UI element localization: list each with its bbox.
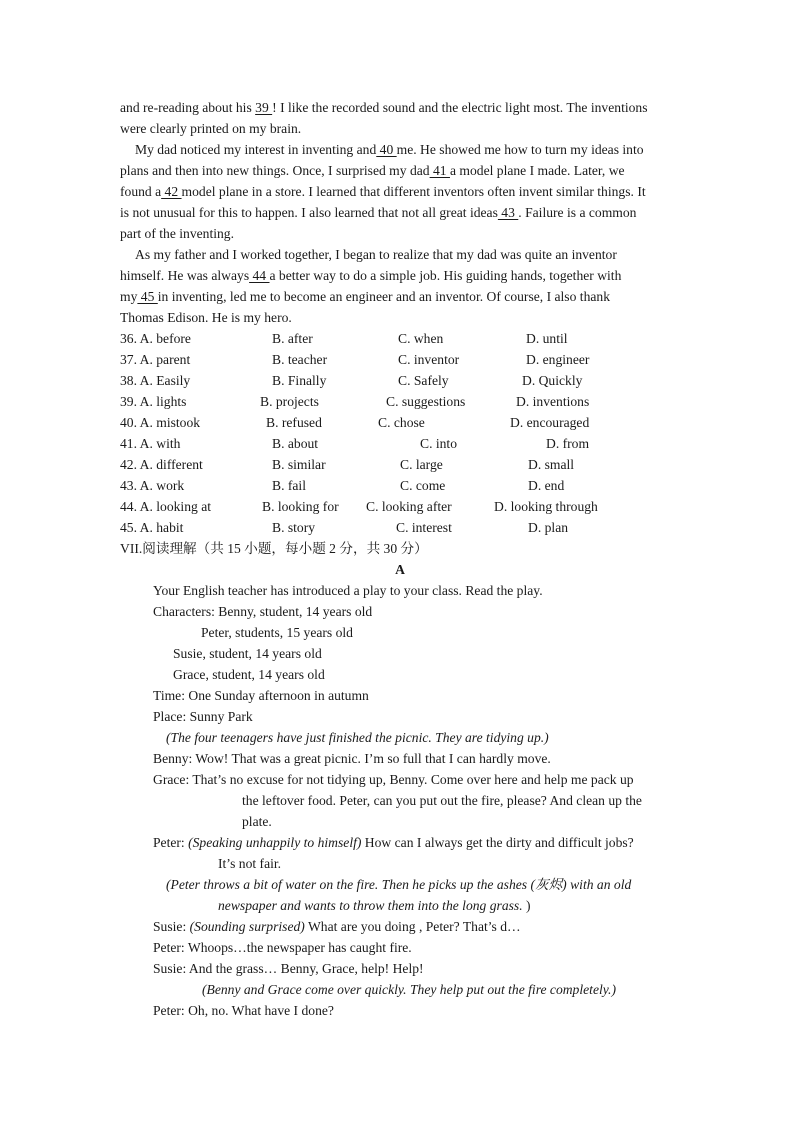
dialogue-peter-3: Peter: Oh, no. What have I done? — [153, 1003, 334, 1018]
blank-43: 43 — [497, 205, 519, 220]
q38-option-a: 38. A. Easily — [120, 373, 191, 388]
q45-option-b: B. story — [272, 520, 316, 535]
blank-39: 39 — [255, 100, 273, 115]
q40-option-a: 40. A. mistook — [120, 415, 201, 430]
section-title: VII.阅读理解（共 15 小题，每小题 2 分，共 30 分） — [120, 541, 428, 556]
blank-41: 41 — [429, 163, 450, 178]
passage-line-10: my 45 in inventing, led me to become an engineer and an inventor. Of course, I also thank — [120, 289, 610, 304]
q38-option-c: C. Safely — [398, 373, 449, 388]
q41-option-c: C. into — [420, 436, 458, 451]
blank-45: 45 — [137, 289, 158, 304]
q39-option-d: D. inventions — [516, 394, 590, 409]
play-intro: Your English teacher has introduced a play to your class. Read the play. — [153, 583, 543, 598]
q36-option-c: C. when — [398, 331, 444, 346]
play-time: Time: One Sunday afternoon in autumn — [153, 688, 369, 703]
q37-option-d: D. engineer — [526, 352, 590, 367]
q36-option-d: D. until — [526, 331, 568, 346]
q39-option-a: 39. A. lights — [120, 394, 187, 409]
play-character-peter: Peter, students, 15 years old — [201, 625, 353, 640]
passage-line-3: My dad noticed my interest in inventing and 40 me. He showed me how to turn my ideas into — [135, 142, 644, 157]
q42-option-c: C. large — [400, 457, 443, 472]
dialogue-peter-1-cont: It’s not fair. — [218, 856, 282, 871]
passage-line-9: himself. He was always 44 a better way to do a simple job. His guiding hands, together with — [120, 268, 622, 283]
passage-line-1: and re-reading about his 39 ! I like the recorded sound and the electric light most. The inventions — [120, 100, 648, 115]
q44-option-a: 44. A. looking at — [120, 499, 212, 514]
q42-option-a: 42. A. different — [120, 457, 203, 472]
play-place: Place: Sunny Park — [153, 709, 253, 724]
play-character-grace: Grace, student, 14 years old — [173, 667, 325, 682]
q38-option-d: D. Quickly — [522, 373, 583, 388]
q39-option-b: B. projects — [260, 394, 319, 409]
q41-option-a: 41. A. with — [120, 436, 181, 451]
blank-42: 42 — [161, 184, 182, 199]
stage-direction-2-cont: newspaper and wants to throw them into the long grass. ) — [218, 898, 531, 913]
q39-option-c: C. suggestions — [386, 394, 466, 409]
q38-option-b: B. Finally — [272, 373, 327, 388]
blank-40: 40 — [376, 142, 397, 157]
passage-line-5: found a 42 model plane in a store. I learned that different inventors often invent similar things. It — [120, 184, 646, 199]
q36-option-b: B. after — [272, 331, 313, 346]
dialogue-susie-2: Susie: And the grass… Benny, Grace, help! Help! — [153, 961, 424, 976]
q44-option-c: C. looking after — [366, 499, 452, 514]
q45-option-a: 45. A. habit — [120, 520, 184, 535]
dialogue-grace-1-end: plate. — [242, 814, 272, 829]
q37-option-a: 37. A. parent — [120, 352, 191, 367]
stage-direction-3: (Benny and Grace come over quickly. They help put out the fire completely.) — [202, 982, 616, 997]
play-character-susie: Susie, student, 14 years old — [173, 646, 322, 661]
q40-option-c: C. chose — [378, 415, 425, 430]
play-characters: Characters: Benny, student, 14 years old — [153, 604, 373, 619]
q37-option-b: B. teacher — [272, 352, 328, 367]
q40-option-b: B. refused — [266, 415, 322, 430]
q44-option-b: B. looking for — [262, 499, 339, 514]
passage-line-6: is not unusual for this to happen. I also learned that not all great ideas 43 . Failure is a common — [120, 205, 637, 220]
q41-option-b: B. about — [272, 436, 319, 451]
passage-line-4: plans and then into new things. Once, I surprised my dad 41 a model plane I made. Later, we — [120, 163, 625, 178]
q43-option-a: 43. A. work — [120, 478, 185, 493]
dialogue-peter-1: Peter: (Speaking unhappily to himself) How can I always get the dirty and difficult jobs? — [153, 835, 634, 850]
q44-option-d: D. looking through — [494, 499, 598, 514]
dialogue-grace-1: Grace: That’s no excuse for not tidying up, Benny. Come over here and help me pack up — [153, 772, 634, 787]
q37-option-c: C. inventor — [398, 352, 460, 367]
q42-option-b: B. similar — [272, 457, 326, 472]
stage-direction-1: (The four teenagers have just finished the picnic. They are tidying up.) — [166, 730, 549, 745]
dialogue-grace-1-cont: the leftover food. Peter, can you put out the fire, please? And clean up the — [242, 793, 642, 808]
dialogue-benny-1: Benny: Wow! That was a great picnic. I’m so full that I can hardly move. — [153, 751, 551, 766]
q43-option-c: C. come — [400, 478, 446, 493]
q40-option-d: D. encouraged — [510, 415, 590, 430]
q36-option-a: 36. A. before — [120, 331, 191, 346]
stage-direction-2: (Peter throws a bit of water on the fire. Then he picks up the ashes (灰烬) with an old — [166, 877, 632, 892]
passage-line-7: part of the inventing. — [120, 226, 235, 241]
dialogue-peter-2: Peter: Whoops…the newspaper has caught fire. — [153, 940, 412, 955]
q45-option-d: D. plan — [528, 520, 569, 535]
q43-option-b: B. fail — [272, 478, 306, 493]
q43-option-d: D. end — [528, 478, 565, 493]
passage-line-11: Thomas Edison. He is my hero. — [120, 310, 292, 325]
blank-44: 44 — [249, 268, 270, 283]
dialogue-susie-1: Susie: (Sounding surprised) What are you doing , Peter? That’s d… — [153, 919, 521, 934]
q41-option-d: D. from — [546, 436, 590, 451]
part-label: A — [395, 562, 405, 577]
q45-option-c: C. interest — [396, 520, 452, 535]
passage-line-2: were clearly printed on my brain. — [120, 121, 302, 136]
q42-option-d: D. small — [528, 457, 575, 472]
passage-line-8: As my father and I worked together, I began to realize that my dad was quite an inventor — [135, 247, 617, 262]
